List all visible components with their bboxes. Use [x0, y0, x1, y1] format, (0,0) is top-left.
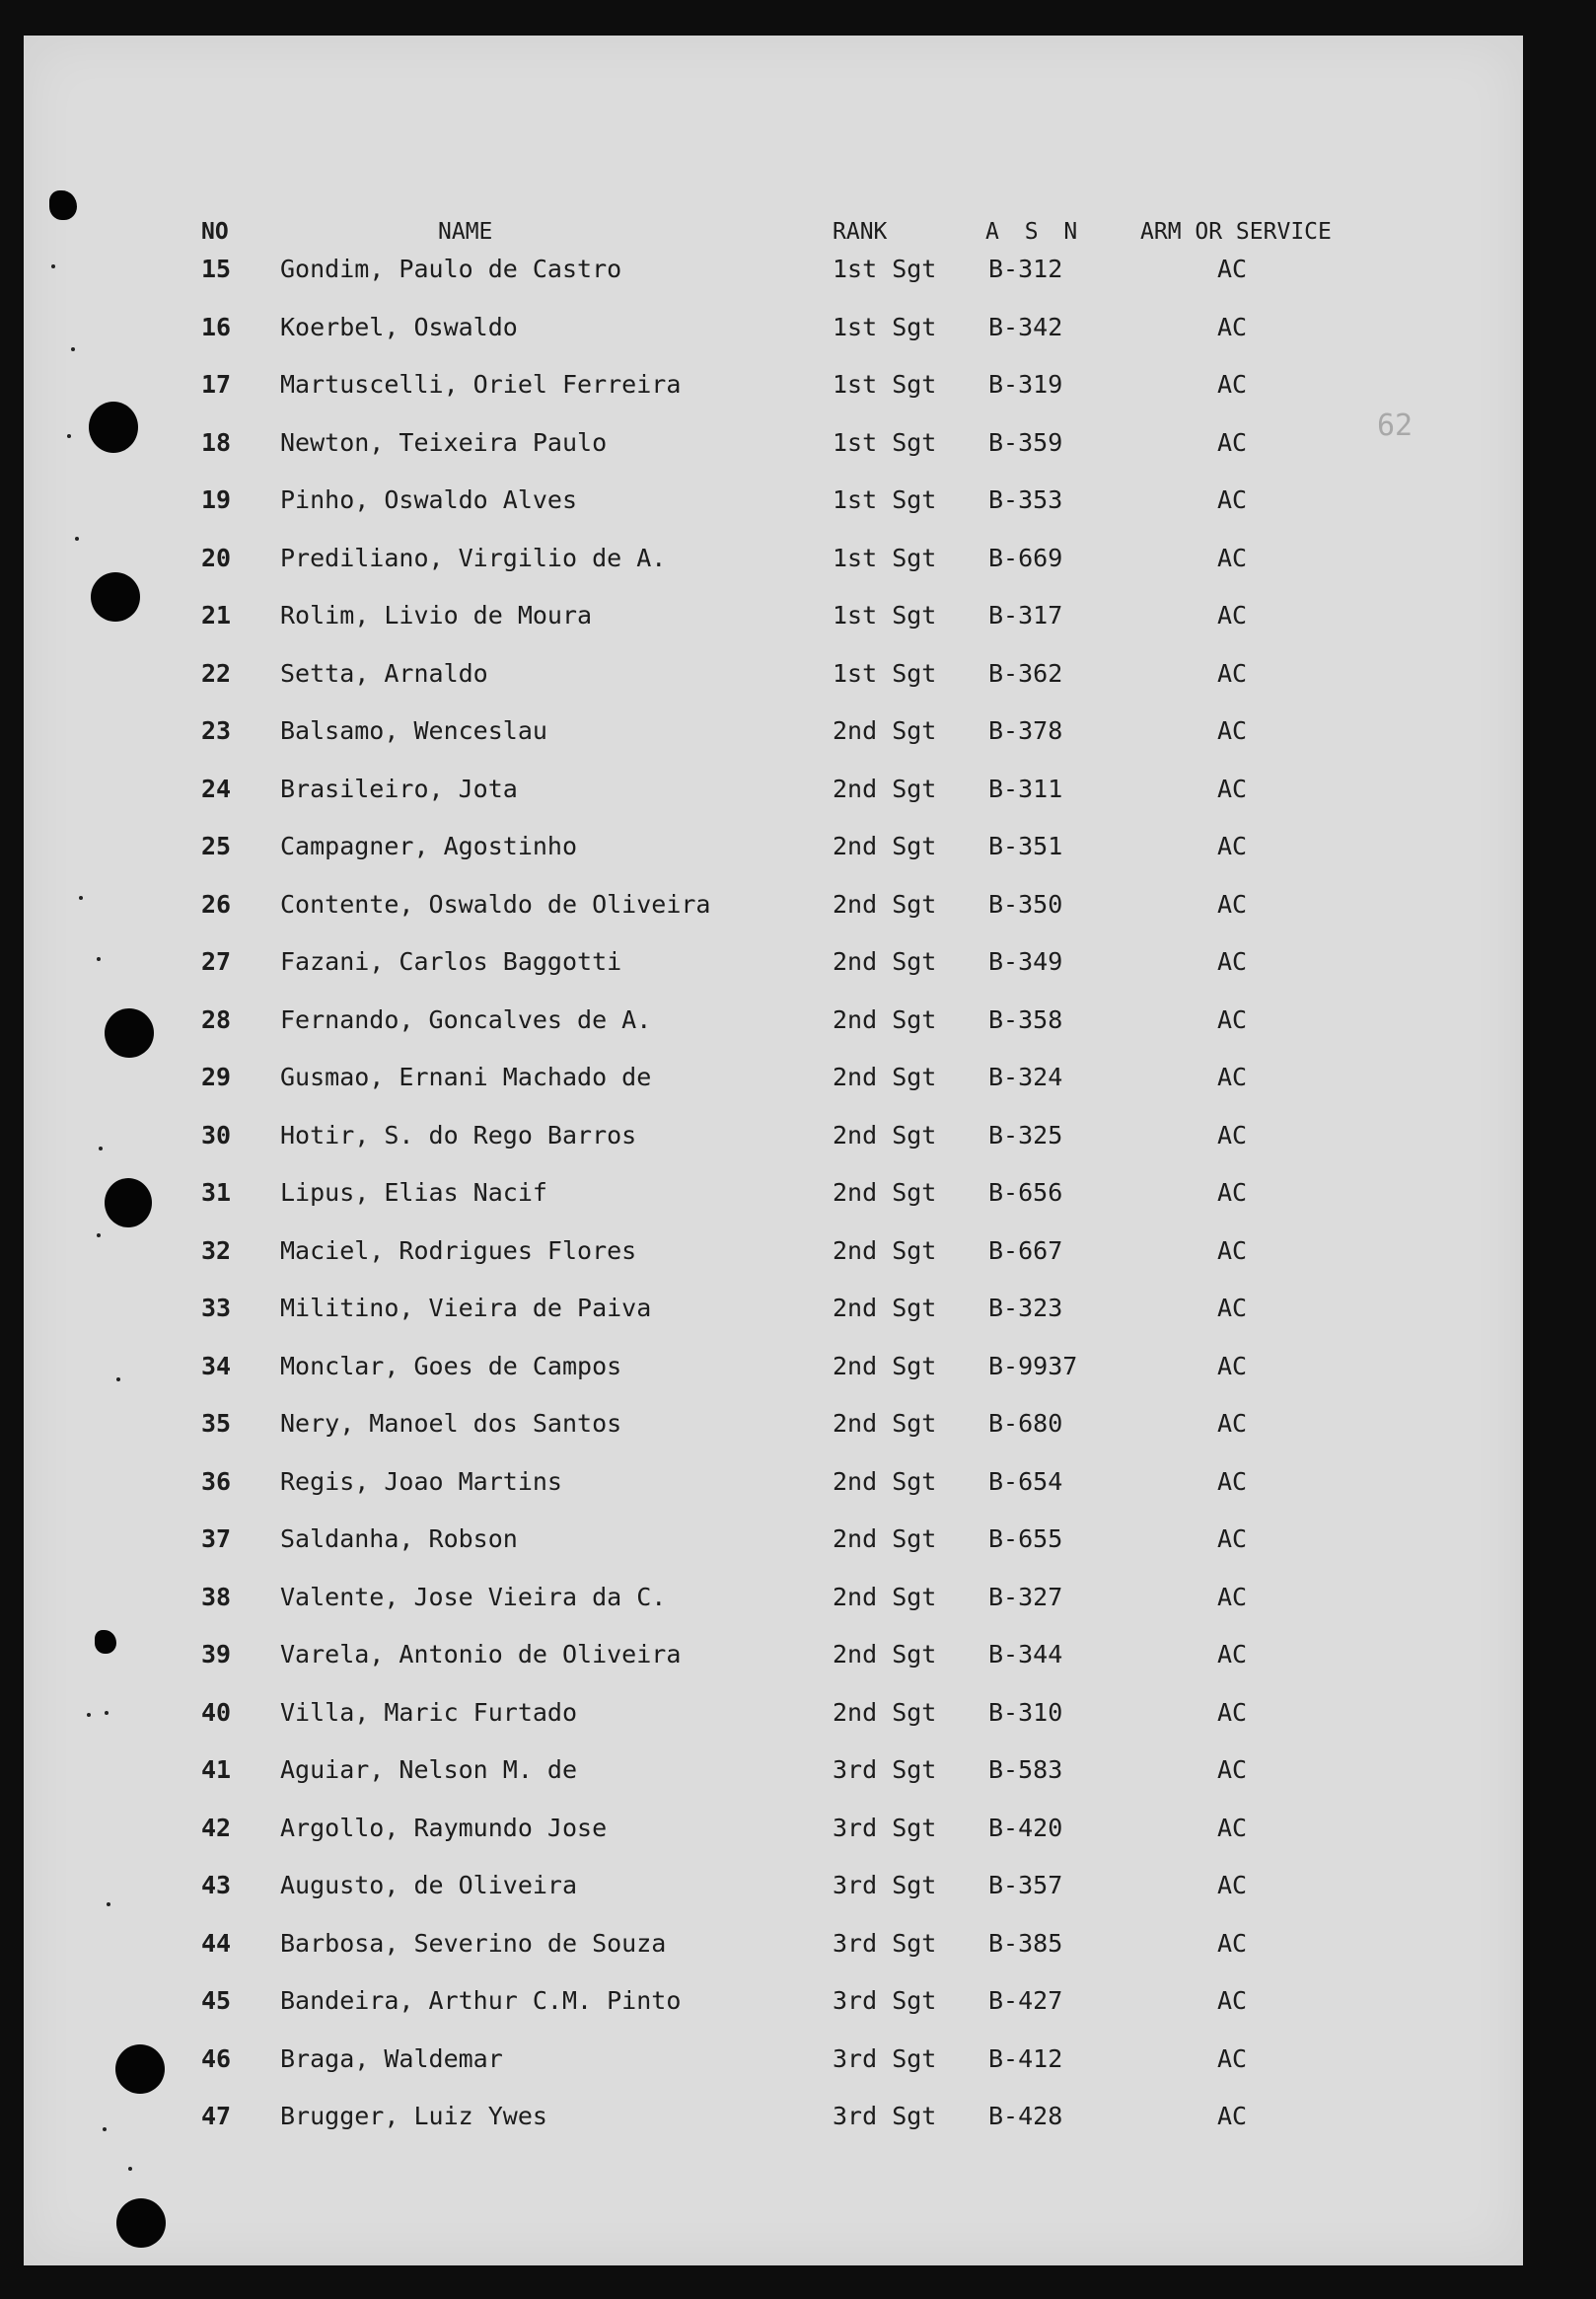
row-no: 30 — [201, 1120, 232, 1150]
row-asn: B-362 — [988, 658, 1063, 688]
row-name: Campagner, Agostinho — [280, 832, 578, 860]
row-arm-or-service: AC — [1217, 1986, 1248, 2015]
row-rank: 1st Sgt — [833, 427, 937, 457]
row-rank: 2nd Sgt — [833, 1524, 937, 1553]
row-name: Pinho, Oswaldo Alves — [280, 485, 578, 514]
row-asn: B-324 — [988, 1063, 1063, 1091]
row-rank: 2nd Sgt — [833, 716, 937, 745]
row-rank: 2nd Sgt — [833, 1697, 937, 1727]
row-name: Nery, Manoel dos Santos — [280, 1409, 622, 1438]
row-rank: 3rd Sgt — [833, 2043, 937, 2073]
row-rank: 1st Sgt — [833, 658, 937, 688]
speck — [99, 1147, 103, 1150]
row-no: 29 — [201, 1063, 232, 1091]
row-name: Martuscelli, Oriel Ferreira — [280, 370, 682, 399]
row-asn: B-319 — [988, 370, 1063, 399]
row-asn: B-323 — [988, 1294, 1063, 1322]
row-name: Augusto, de Oliveira — [280, 1871, 578, 1899]
speck — [97, 1233, 101, 1237]
row-rank: 2nd Sgt — [833, 1120, 937, 1150]
row-name: Monclar, Goes de Campos — [280, 1351, 622, 1380]
row-rank: 2nd Sgt — [833, 1409, 937, 1438]
row-name: Prediliano, Virgilio de A. — [280, 543, 667, 572]
row-arm-or-service: AC — [1217, 1120, 1248, 1150]
row-name: Hotir, S. do Rego Barros — [280, 1120, 637, 1150]
speck — [116, 1377, 120, 1381]
row-rank: 2nd Sgt — [833, 1351, 937, 1380]
row-arm-or-service: AC — [1217, 1813, 1248, 1842]
speck — [51, 264, 55, 268]
row-name: Fernando, Goncalves de A. — [280, 1004, 652, 1034]
header-name: NAME — [438, 219, 493, 245]
row-arm-or-service: AC — [1217, 1582, 1248, 1611]
row-rank: 2nd Sgt — [833, 1294, 937, 1322]
row-no: 23 — [201, 716, 232, 745]
row-asn: B-428 — [988, 2102, 1063, 2130]
row-no: 44 — [201, 1928, 232, 1958]
header-asn: A S N — [985, 219, 1084, 245]
row-arm-or-service: AC — [1217, 370, 1248, 399]
speck — [71, 347, 75, 351]
row-asn: B-310 — [988, 1697, 1063, 1727]
ink-blot — [95, 1630, 116, 1654]
row-rank: 2nd Sgt — [833, 889, 937, 919]
row-no: 45 — [201, 1986, 232, 2015]
row-asn: B-412 — [988, 2043, 1063, 2073]
row-arm-or-service: AC — [1217, 485, 1248, 514]
row-asn: B-359 — [988, 427, 1063, 457]
row-asn: B-353 — [988, 485, 1063, 514]
row-name: Braga, Waldemar — [280, 2043, 503, 2073]
row-name: Argollo, Raymundo Jose — [280, 1813, 608, 1842]
row-arm-or-service: AC — [1217, 1004, 1248, 1034]
row-rank: 2nd Sgt — [833, 1582, 937, 1611]
row-no: 35 — [201, 1409, 232, 1438]
ink-blot — [49, 190, 77, 220]
row-asn: B-420 — [988, 1813, 1063, 1842]
punch-hole — [115, 2044, 165, 2094]
row-asn: B-342 — [988, 312, 1063, 341]
row-asn: B-349 — [988, 947, 1063, 976]
row-no: 38 — [201, 1582, 232, 1611]
row-rank: 2nd Sgt — [833, 1178, 937, 1207]
row-name: Saldanha, Robson — [280, 1524, 518, 1553]
row-rank: 1st Sgt — [833, 485, 937, 514]
row-name: Brasileiro, Jota — [280, 774, 518, 803]
row-asn: B-325 — [988, 1120, 1063, 1150]
row-rank: 2nd Sgt — [833, 1235, 937, 1265]
row-asn: B-680 — [988, 1409, 1063, 1438]
row-rank: 3rd Sgt — [833, 1755, 937, 1784]
row-arm-or-service: AC — [1217, 1351, 1248, 1380]
row-arm-or-service: AC — [1217, 1928, 1248, 1958]
row-no: 41 — [201, 1755, 232, 1784]
row-name: Militino, Vieira de Paiva — [280, 1294, 652, 1322]
row-asn: B-358 — [988, 1004, 1063, 1034]
row-name: Fazani, Carlos Baggotti — [280, 947, 622, 976]
row-no: 31 — [201, 1178, 232, 1207]
row-rank: 1st Sgt — [833, 543, 937, 572]
row-rank: 1st Sgt — [833, 312, 937, 341]
row-no: 21 — [201, 601, 232, 630]
row-rank: 3rd Sgt — [833, 1928, 937, 1958]
row-name: Aguiar, Nelson M. de — [280, 1755, 578, 1784]
speck — [75, 537, 79, 541]
row-arm-or-service: AC — [1217, 2043, 1248, 2073]
row-asn: B-427 — [988, 1986, 1063, 2015]
row-arm-or-service: AC — [1217, 1871, 1248, 1899]
row-arm-or-service: AC — [1217, 774, 1248, 803]
row-asn: B-344 — [988, 1640, 1063, 1669]
row-arm-or-service: AC — [1217, 601, 1248, 630]
row-asn: B-311 — [988, 774, 1063, 803]
row-name: Valente, Jose Vieira da C. — [280, 1582, 667, 1611]
row-arm-or-service: AC — [1217, 1235, 1248, 1265]
row-name: Regis, Joao Martins — [280, 1466, 562, 1496]
row-asn: B-669 — [988, 543, 1063, 572]
row-name: Koerbel, Oswaldo — [280, 312, 518, 341]
paper-sheet — [24, 36, 1523, 2265]
row-asn: B-351 — [988, 832, 1063, 860]
row-name: Balsamo, Wenceslau — [280, 716, 547, 745]
row-no: 34 — [201, 1351, 232, 1380]
speck — [79, 896, 83, 900]
row-asn: B-317 — [988, 601, 1063, 630]
row-asn: B-654 — [988, 1466, 1063, 1496]
row-arm-or-service: AC — [1217, 716, 1248, 745]
row-rank: 2nd Sgt — [833, 1466, 937, 1496]
row-rank: 3rd Sgt — [833, 1871, 937, 1899]
header-no: NO — [201, 219, 229, 245]
row-asn: B-350 — [988, 889, 1063, 919]
row-arm-or-service: AC — [1217, 2102, 1248, 2130]
row-name: Varela, Antonio de Oliveira — [280, 1640, 682, 1669]
row-arm-or-service: AC — [1217, 543, 1248, 572]
row-rank: 2nd Sgt — [833, 1063, 937, 1091]
row-arm-or-service: AC — [1217, 1063, 1248, 1091]
punch-hole — [89, 402, 138, 453]
row-name: Newton, Teixeira Paulo — [280, 427, 608, 457]
row-asn: B-378 — [988, 716, 1063, 745]
row-no: 24 — [201, 774, 232, 803]
row-asn: B-656 — [988, 1178, 1063, 1207]
row-arm-or-service: AC — [1217, 1466, 1248, 1496]
row-no: 15 — [201, 255, 232, 283]
row-asn: B-312 — [988, 255, 1063, 283]
row-no: 46 — [201, 2043, 232, 2073]
row-no: 37 — [201, 1524, 232, 1553]
speck — [128, 2167, 132, 2171]
row-name: Gondim, Paulo de Castro — [280, 255, 622, 283]
row-no: 33 — [201, 1294, 232, 1322]
row-no: 43 — [201, 1871, 232, 1899]
row-arm-or-service: AC — [1217, 255, 1248, 283]
row-rank: 1st Sgt — [833, 601, 937, 630]
row-no: 27 — [201, 947, 232, 976]
row-name: Brugger, Luiz Ywes — [280, 2102, 547, 2130]
row-no: 40 — [201, 1697, 232, 1727]
punch-hole — [105, 1008, 154, 1058]
row-name: Bandeira, Arthur C.M. Pinto — [280, 1986, 682, 2015]
row-name: Lipus, Elias Nacif — [280, 1178, 547, 1207]
row-arm-or-service: AC — [1217, 1640, 1248, 1669]
row-name: Setta, Arnaldo — [280, 658, 488, 688]
row-name: Rolim, Livio de Moura — [280, 601, 593, 630]
row-arm-or-service: AC — [1217, 1524, 1248, 1553]
row-no: 18 — [201, 427, 232, 457]
row-no: 39 — [201, 1640, 232, 1669]
row-rank: 3rd Sgt — [833, 1813, 937, 1842]
header-rank: RANK — [833, 219, 888, 245]
row-asn: B-327 — [988, 1582, 1063, 1611]
row-no: 42 — [201, 1813, 232, 1842]
row-rank: 2nd Sgt — [833, 832, 937, 860]
row-arm-or-service: AC — [1217, 889, 1248, 919]
row-no: 26 — [201, 889, 232, 919]
speck — [67, 434, 71, 438]
row-rank: 2nd Sgt — [833, 774, 937, 803]
speck — [103, 2127, 107, 2131]
row-asn: B-385 — [988, 1928, 1063, 1958]
row-no: 17 — [201, 370, 232, 399]
row-arm-or-service: AC — [1217, 832, 1248, 860]
speck — [97, 957, 101, 961]
page-number: 62 — [1377, 408, 1414, 443]
row-no: 36 — [201, 1466, 232, 1496]
row-no: 32 — [201, 1235, 232, 1265]
row-arm-or-service: AC — [1217, 427, 1248, 457]
row-name: Gusmao, Ernani Machado de — [280, 1063, 652, 1091]
row-asn: B-655 — [988, 1524, 1063, 1553]
row-rank: 3rd Sgt — [833, 2102, 937, 2130]
row-arm-or-service: AC — [1217, 1755, 1248, 1784]
row-rank: 1st Sgt — [833, 255, 937, 283]
row-asn: B-9937 — [988, 1351, 1078, 1380]
row-no: 20 — [201, 543, 232, 572]
row-arm-or-service: AC — [1217, 947, 1248, 976]
row-rank: 2nd Sgt — [833, 1004, 937, 1034]
row-no: 25 — [201, 832, 232, 860]
speck — [105, 1711, 109, 1715]
row-no: 19 — [201, 485, 232, 514]
row-no: 47 — [201, 2102, 232, 2130]
punch-hole — [116, 2198, 166, 2248]
punch-hole — [91, 572, 140, 622]
row-rank: 1st Sgt — [833, 370, 937, 399]
row-asn: B-667 — [988, 1235, 1063, 1265]
row-name: Barbosa, Severino de Souza — [280, 1928, 667, 1958]
row-arm-or-service: AC — [1217, 312, 1248, 341]
row-name: Villa, Maric Furtado — [280, 1697, 578, 1727]
row-no: 22 — [201, 658, 232, 688]
row-arm-or-service: AC — [1217, 1178, 1248, 1207]
row-name: Contente, Oswaldo de Oliveira — [280, 889, 711, 919]
row-name: Maciel, Rodrigues Flores — [280, 1235, 637, 1265]
punch-hole — [105, 1178, 152, 1227]
speck — [107, 1902, 110, 1906]
row-arm-or-service: AC — [1217, 1697, 1248, 1727]
row-asn: B-583 — [988, 1755, 1063, 1784]
row-no: 16 — [201, 312, 232, 341]
row-no: 28 — [201, 1004, 232, 1034]
row-rank: 2nd Sgt — [833, 1640, 937, 1669]
speck — [87, 1713, 91, 1717]
row-asn: B-357 — [988, 1871, 1063, 1899]
row-arm-or-service: AC — [1217, 658, 1248, 688]
row-rank: 3rd Sgt — [833, 1986, 937, 2015]
row-rank: 2nd Sgt — [833, 947, 937, 976]
row-arm-or-service: AC — [1217, 1294, 1248, 1322]
header-arm-or-service: ARM OR SERVICE — [1140, 219, 1332, 245]
row-arm-or-service: AC — [1217, 1409, 1248, 1438]
